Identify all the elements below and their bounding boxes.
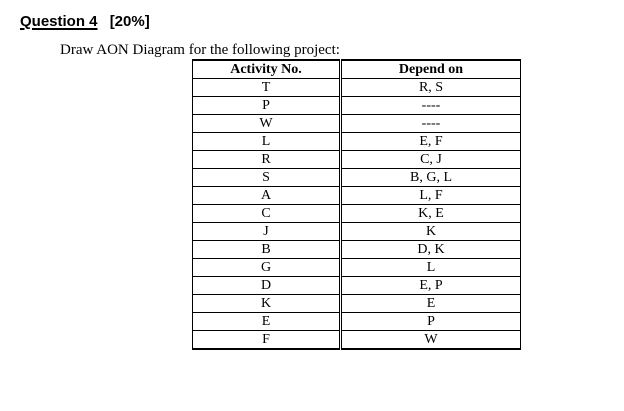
activity-cell: S [193,169,341,187]
depends-cell: D, K [341,241,521,259]
activity-cell: D [193,277,341,295]
table-row [193,79,521,97]
activity-cell: P [193,97,341,115]
table-row [193,313,521,331]
activity-cell: K [193,295,341,313]
depends-cell: E [341,295,521,313]
depends-cell: L, F [341,187,521,205]
activity-cell: B [193,241,341,259]
table-row [193,223,521,241]
question-weight: [20%] [109,13,150,30]
table-row [193,241,521,259]
table-header-row [193,60,521,79]
depends-cell: C, J [341,151,521,169]
activity-cell: C [193,205,341,223]
table-row [193,187,521,205]
activity-cell: T [193,79,341,97]
activity-cell: G [193,259,341,277]
table-row [193,259,521,277]
depends-cell: P [341,313,521,331]
depends-cell: E, P [341,277,521,295]
table-body [193,79,521,350]
table-row [193,277,521,295]
question-label: Question 4 [20,13,98,30]
activity-cell: W [193,115,341,133]
table-row [193,97,521,115]
activity-dependency-table [192,59,521,350]
header-depend-on: Depend on [341,60,521,79]
depends-cell: ---- [341,115,521,133]
depends-cell: W [341,331,521,350]
activity-cell: E [193,313,341,331]
depends-cell: E, F [341,133,521,151]
activity-cell: A [193,187,341,205]
table-row [193,295,521,313]
depends-cell: K [341,223,521,241]
depends-cell: ---- [341,97,521,115]
depends-cell: L [341,259,521,277]
table-row [193,133,521,151]
activity-cell: J [193,223,341,241]
table-row [193,169,521,187]
question-heading [20,13,150,31]
depends-cell: K, E [341,205,521,223]
table-row [193,331,521,350]
depends-cell: B, G, L [341,169,521,187]
table-row [193,115,521,133]
depends-cell: R, S [341,79,521,97]
activity-cell: F [193,331,341,350]
activity-cell: L [193,133,341,151]
header-activity-no: Activity No. [193,60,341,79]
instruction-text: Draw AON Diagram for the following project: [60,42,340,58]
table-row [193,205,521,223]
activity-cell: R [193,151,341,169]
table-row [193,151,521,169]
